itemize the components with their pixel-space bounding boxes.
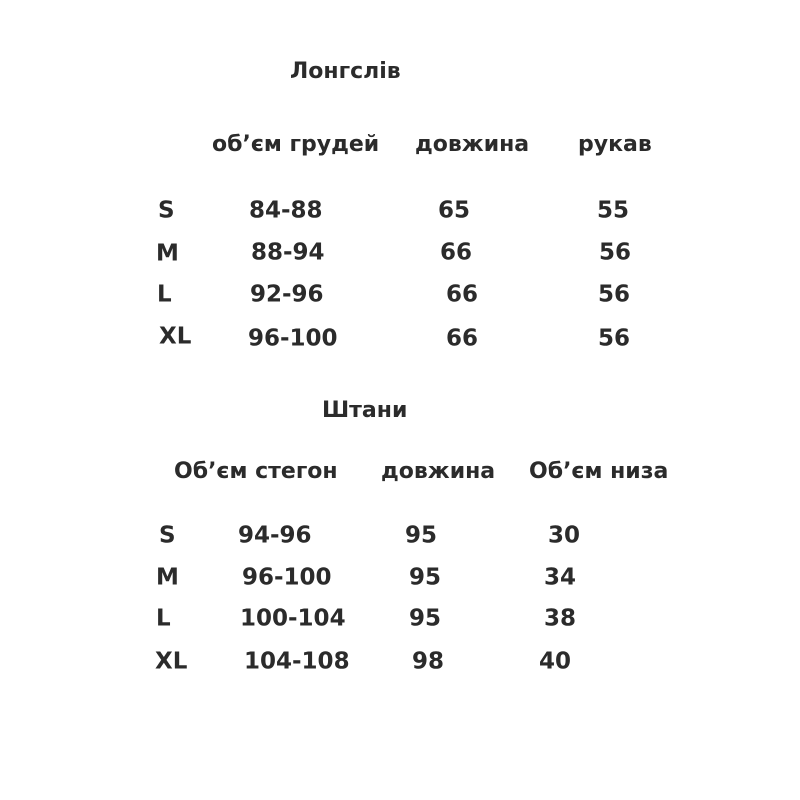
- longsleeve-title: Лонгслів: [290, 59, 401, 84]
- longsleeve-size-l: L: [157, 281, 172, 308]
- longsleeve-length-m: 66: [440, 239, 473, 266]
- pants-header-hem: Об’єм низа: [529, 459, 669, 484]
- pants-header-hips: Об’єм стегон: [174, 459, 338, 484]
- pants-hem-m: 34: [544, 564, 577, 591]
- longsleeve-header-sleeve: рукав: [578, 132, 652, 157]
- pants-size-s: S: [159, 522, 176, 549]
- pants-hem-xl: 40: [539, 648, 572, 675]
- pants-size-l: L: [156, 605, 171, 632]
- pants-hem-s: 30: [548, 522, 581, 549]
- pants-hips-m: 96-100: [242, 564, 332, 591]
- pants-length-l: 95: [409, 605, 442, 632]
- longsleeve-chest-l: 92-96: [250, 281, 324, 308]
- longsleeve-sleeve-m: 56: [599, 239, 632, 266]
- longsleeve-header-chest: об’єм грудей: [212, 132, 380, 157]
- longsleeve-chest-m: 88-94: [251, 239, 325, 266]
- pants-length-xl: 98: [412, 648, 445, 675]
- longsleeve-chest-xl: 96-100: [248, 325, 338, 352]
- pants-hem-l: 38: [544, 605, 577, 632]
- longsleeve-length-xl: 66: [446, 325, 479, 352]
- pants-title: Штани: [322, 398, 408, 423]
- longsleeve-length-s: 65: [438, 197, 471, 224]
- pants-hips-xl: 104-108: [244, 648, 350, 675]
- longsleeve-chest-s: 84-88: [249, 197, 323, 224]
- longsleeve-header-length: довжина: [415, 132, 530, 157]
- longsleeve-size-xl: XL: [159, 323, 192, 350]
- pants-hips-s: 94-96: [238, 522, 312, 549]
- longsleeve-sleeve-l: 56: [598, 281, 631, 308]
- longsleeve-size-s: S: [158, 197, 175, 224]
- pants-length-s: 95: [405, 522, 438, 549]
- longsleeve-length-l: 66: [446, 281, 479, 308]
- longsleeve-sleeve-xl: 56: [598, 325, 631, 352]
- pants-header-length: довжина: [381, 459, 496, 484]
- longsleeve-sleeve-s: 55: [597, 197, 630, 224]
- pants-hips-l: 100-104: [240, 605, 346, 632]
- pants-length-m: 95: [409, 564, 442, 591]
- pants-size-xl: XL: [155, 648, 188, 675]
- pants-size-m: M: [156, 564, 179, 591]
- longsleeve-size-m: M: [156, 240, 179, 267]
